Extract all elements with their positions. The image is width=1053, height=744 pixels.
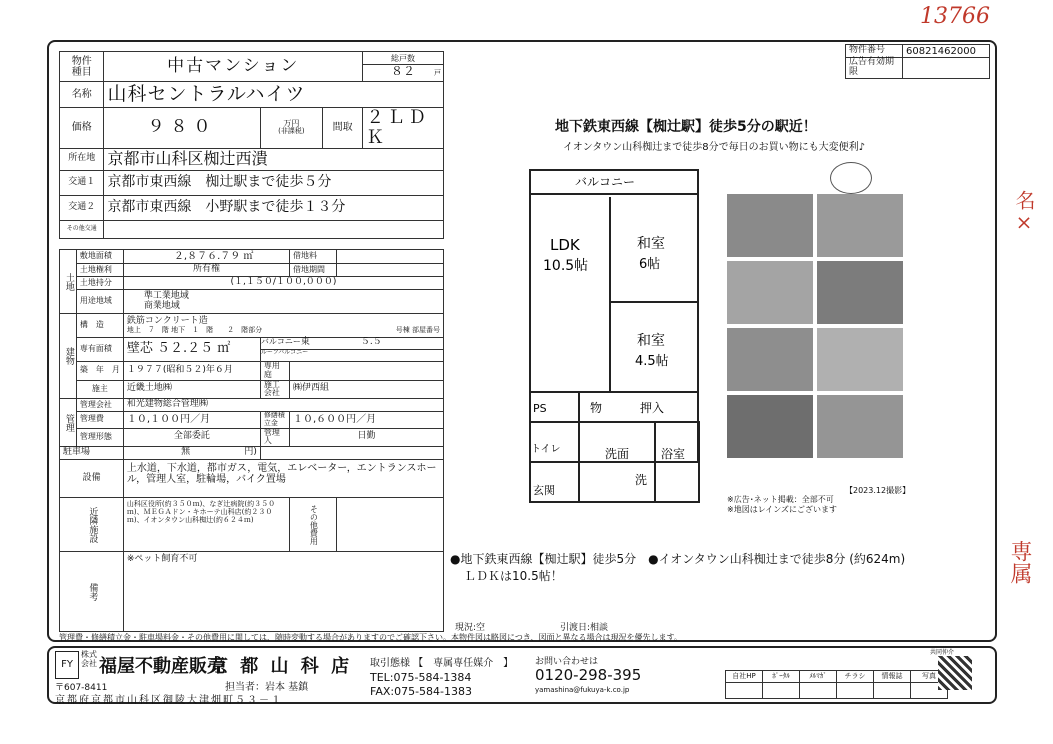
fp-closet: 押入	[640, 401, 665, 415]
staff-label: 担当者：	[225, 682, 265, 693]
mgmt-fee-value: １０,１００円／月	[123, 412, 260, 428]
roof-label: ルーフバルコニー	[260, 349, 309, 356]
repair-value: １０,６００円／月	[290, 412, 444, 428]
freedial: 0120-298-395	[535, 666, 642, 684]
garden-label: 専用庭	[260, 362, 289, 381]
exclusive-label: 専有面積	[76, 338, 123, 362]
disclaimer: 管理費・修繕積立金・駐車場料金・その他費用に関しては、随時変動する場合がありますのでご確認下さい。本物件図は略図につき、図面と異なる場合は現況を優先します。	[59, 633, 682, 642]
company-kind: 株式 会社	[81, 650, 97, 668]
ad-flag-cell	[874, 683, 911, 699]
ad-flags	[725, 670, 948, 699]
header-table: 物件 種目 中古マンション 総戸数 ８２ 戸 名称 山科セントラルハイツ 価格 ９８０ 万円 (非課税) 間取 ２ＬＤＫ 所在地 京都市山科区椥辻西潰 交通１ 京都市東西線 椥辻駅まで徒歩５分 交通２ 京都市東西線 小野駅まで徒歩１３分 その他交通	[59, 51, 444, 239]
layout-value: ２ＬＤＫ	[363, 108, 444, 149]
mode-value: 【 専属専任媒介 】	[413, 658, 514, 669]
seller-value: 近畿土地㈱	[123, 380, 260, 399]
mgmt-form-label: 管理形態	[76, 428, 123, 447]
company-address: 京都府京都市山科区御陵大津畑町５３－１	[55, 695, 283, 706]
company-fax: FAX:075-584-1383	[370, 685, 473, 698]
built-value: １９７７(昭和５２)年６月	[123, 362, 260, 381]
nearby-value: 山科区役所(約３５０ｍ)、なぎ辻病院(約３５０ｍ)、ＭＥＧＡドン・キホーテ山科店(約２３０ｍ)、イオンタウン山科椥辻(約６２４ｍ)	[123, 498, 289, 552]
address-label: 所在地	[60, 148, 104, 170]
balcony-dir: 東	[300, 337, 310, 347]
handwritten-number: 13766	[920, 4, 990, 29]
company-postal: 〒607-8411	[55, 683, 108, 693]
details-block	[59, 249, 444, 632]
photo	[817, 328, 903, 391]
qr-code-icon	[938, 656, 972, 690]
price-label: 価格	[60, 108, 104, 149]
ad-flag-label: ﾎﾟｰﾀﾙ	[763, 671, 800, 683]
price-unit: 万円	[283, 118, 300, 128]
details-table: 土地 敷地面積 ２,８７６.７９ ㎡ 借地料 土地権利 所有権 借地期間 土地持分 (１,１５０/１００,０００) 用途地域 準工業地域 商業地域 建物 構 造 鉄筋コンクリート造 地上 ７ 階 地下 １ 階 ２ 階部分 号棟 部屋番号 専有面積 壁芯 ５２.２５ ㎡ バルコニー 東 ５.５ ルーフバルコニー 築 年 月 １９７７(昭和５２)年６月 専用庭 施主 近畿土地㈱ 施工会社 ㈱伊西組 管理 管理会社 和光建物総合管理㈱ 管理費 １０,１００円／月 修繕積立金 １０,６００円／月 管理形態 全部委託 管理人 日勤 駐車場 無 円) 設備 上水道，下水道，都市ガス，電気，エレベーター，エントランスホール，管理人室，駐輪場，バイク置場 近隣施設 山科区役所(約３５０ｍ)、なぎ辻病院(約３５０ｍ)、ＭＥＧＡドン・キホーテ山科店(約２３０ｍ)、イオンタウン山科椥辻(約６２４ｍ) その他費用 備考 ※ペット飼育不可	[59, 249, 444, 632]
photo	[817, 261, 903, 324]
inquiry-label: お問い合わせは	[535, 657, 599, 667]
point-line-1: ●地下鉄東西線【椥辻駅】徒歩5分 ●イオンタウン山科椥辻まで徒歩8分 (約624m)	[450, 552, 906, 566]
land-area-value: ２,８７６.７９ ㎡	[123, 250, 289, 264]
photo-date: 【2023.12撮影】	[845, 486, 911, 495]
ad-flag-cell	[800, 683, 837, 699]
balcony-value: ５.５	[360, 337, 382, 347]
structure-label: 構 造	[76, 314, 123, 338]
status-current: 現況:空	[455, 623, 486, 633]
photo	[727, 395, 813, 458]
photo	[727, 328, 813, 391]
price-value: ９８０	[104, 108, 260, 149]
balcony-label: バルコニー	[260, 337, 301, 346]
lease-term-label: 借地期間	[290, 264, 337, 277]
mgmt-company-value: 和光建物総合管理㈱	[123, 399, 443, 412]
company-name: 福屋不動産販売	[99, 656, 225, 677]
name-value: 山科セントラルハイツ	[104, 82, 444, 108]
photo-grid	[727, 194, 917, 458]
ad-flag-label: チラシ	[837, 671, 874, 683]
transit1-value: 京都市東西線 椥辻駅まで徒歩５分	[104, 170, 444, 195]
ad-flag-cell	[837, 683, 874, 699]
remarks-label: 備考	[60, 552, 124, 632]
land-section-label: 土地	[60, 250, 77, 314]
other-costs-label: その他費用	[290, 498, 337, 552]
mode-label: 取引態様	[370, 658, 410, 669]
nearby-label: 近隣施設	[60, 498, 124, 552]
stamp-label: 共同仲介	[930, 649, 955, 656]
headline-sub: イオンタウン山科椥辻まで徒歩8分で毎日のお買い物にも大変便利♪	[563, 142, 866, 153]
property-number-box	[845, 44, 990, 79]
remarks-value: ※ペット飼育不可	[123, 552, 443, 632]
photo	[817, 395, 903, 458]
parking-label: 駐車場	[60, 447, 124, 460]
ad-flag-label: 自社HP	[726, 671, 763, 683]
mgmt-company-label: 管理会社	[76, 399, 123, 412]
parking-value: 無	[181, 447, 191, 458]
ad-flag-label: ﾒﾙﾏｶﾞ	[800, 671, 837, 683]
ad-flag-label: 情報誌	[874, 671, 911, 683]
fp-washitsu1-size: 6帖	[639, 257, 661, 272]
photo	[817, 194, 903, 257]
contractor-label: 施工会社	[260, 380, 289, 399]
land-area-label: 敷地面積	[76, 250, 123, 264]
ad-flag-label: 写真	[911, 671, 948, 683]
land-right-value: 所有権	[123, 264, 289, 277]
manager-value: 日勤	[290, 428, 444, 447]
transit2-label: 交通２	[60, 195, 104, 220]
fp-entrance: 玄関	[533, 484, 555, 497]
header-block	[59, 51, 444, 239]
cat-mascot-icon	[830, 162, 872, 194]
seller-label: 施主	[76, 380, 123, 399]
fp-wash: 洗面	[605, 447, 630, 461]
land-share-value: (１,１５０/１００,０００)	[123, 277, 443, 290]
company-branch: 京 都 山 科 店	[210, 656, 353, 677]
building-section-label: 建物	[60, 314, 77, 399]
land-share-label: 土地持分	[76, 277, 123, 290]
ad-period-label: 広告有効期限	[846, 58, 903, 79]
fp-washer: 洗	[635, 473, 648, 487]
exclusive-value: 壁芯 ５２.２５ ㎡	[123, 338, 260, 362]
structure-value: 鉄筋コンクリート造	[126, 315, 208, 326]
lease-label: 借地料	[290, 250, 337, 264]
fp-washitsu1: 和室	[637, 236, 665, 252]
land-right-label: 土地権利	[76, 264, 123, 277]
units-value: ８２	[391, 63, 416, 78]
facilities-label: 設備	[60, 460, 124, 498]
fp-washitsu2: 和室	[637, 333, 665, 349]
staff-value: 岩本 基鎮	[265, 682, 309, 693]
manager-label: 管理人	[260, 428, 289, 447]
ad-flag-cell	[726, 683, 763, 699]
type-value: 中古マンション	[104, 52, 363, 82]
type-label: 物件 種目	[60, 52, 104, 82]
floors-value: 地上 ７ 階 地下 １ 階 ２ 階部分	[126, 325, 263, 334]
name-label: 名称	[60, 82, 104, 108]
selling-points	[450, 550, 990, 584]
photo-note-1: ※広告･ネット掲載：全部不可	[727, 495, 834, 504]
fp-storage: 物	[590, 401, 603, 415]
floor-plan	[515, 162, 715, 542]
fp-bath: 浴室	[661, 447, 686, 461]
photo	[727, 261, 813, 324]
property-number-value: 60821462000	[903, 45, 990, 58]
photo	[727, 194, 813, 257]
status-handover: 引渡日:相談	[560, 623, 609, 633]
fp-toilet: トイレ	[531, 444, 561, 455]
point-line-2: ＬＤＫは10.5帖！	[464, 569, 563, 583]
zone-label: 用途地域	[76, 290, 123, 314]
units-label: 総戸数	[363, 55, 443, 65]
layout-label: 間取	[323, 108, 363, 149]
fp-balcony: バルコニー	[575, 175, 636, 189]
mgmt-fee-label: 管理費	[76, 412, 123, 428]
company-email: yamashina@fukuya-k.co.jp	[535, 686, 630, 694]
mgmt-form-value: 全部委託	[123, 428, 260, 447]
facilities-value: 上水道，下水道，都市ガス，電気，エレベーター，エントランスホール，管理人室，駐輪場，バイク置場	[123, 460, 443, 498]
property-number-label: 物件番号	[846, 45, 903, 58]
fp-washitsu2-size: 4.5帖	[635, 354, 669, 369]
address-value: 京都市山科区椥辻西潰	[104, 148, 444, 170]
transit1-label: 交通１	[60, 170, 104, 195]
management-section-label: 管理	[60, 399, 77, 447]
ad-flag-cell	[763, 683, 800, 699]
fp-ldk: LDK	[550, 236, 580, 254]
fp-ldk-size: 10.5帖	[543, 258, 589, 274]
contractor-value: ㈱伊西組	[290, 380, 444, 399]
company-logo-icon: FY	[55, 651, 79, 679]
zone-value-1: 準工業地域	[143, 290, 189, 301]
fp-ps: PS	[533, 402, 547, 415]
price-tax: (非課税)	[278, 127, 305, 136]
handwritten-note: 専属	[1007, 540, 1032, 584]
photo-note-2: ※地図はレインズにございます	[727, 505, 838, 514]
transit2-value: 京都市東西線 小野駅まで徒歩１３分	[104, 195, 444, 220]
repair-label: 修繕積立金	[260, 412, 289, 428]
other-transit-label: その他交通	[60, 220, 104, 238]
zone-value-2: 商業地域	[143, 300, 180, 311]
company-tel: TEL:075-584-1384	[370, 671, 472, 684]
headline-title: 地下鉄東西線【椥辻駅】徒歩5分の駅近！	[555, 119, 817, 135]
room-label: 号棟 部屋番号	[395, 325, 440, 334]
built-label: 築 年 月	[76, 362, 123, 381]
handwritten-note: 名×	[1012, 190, 1036, 234]
